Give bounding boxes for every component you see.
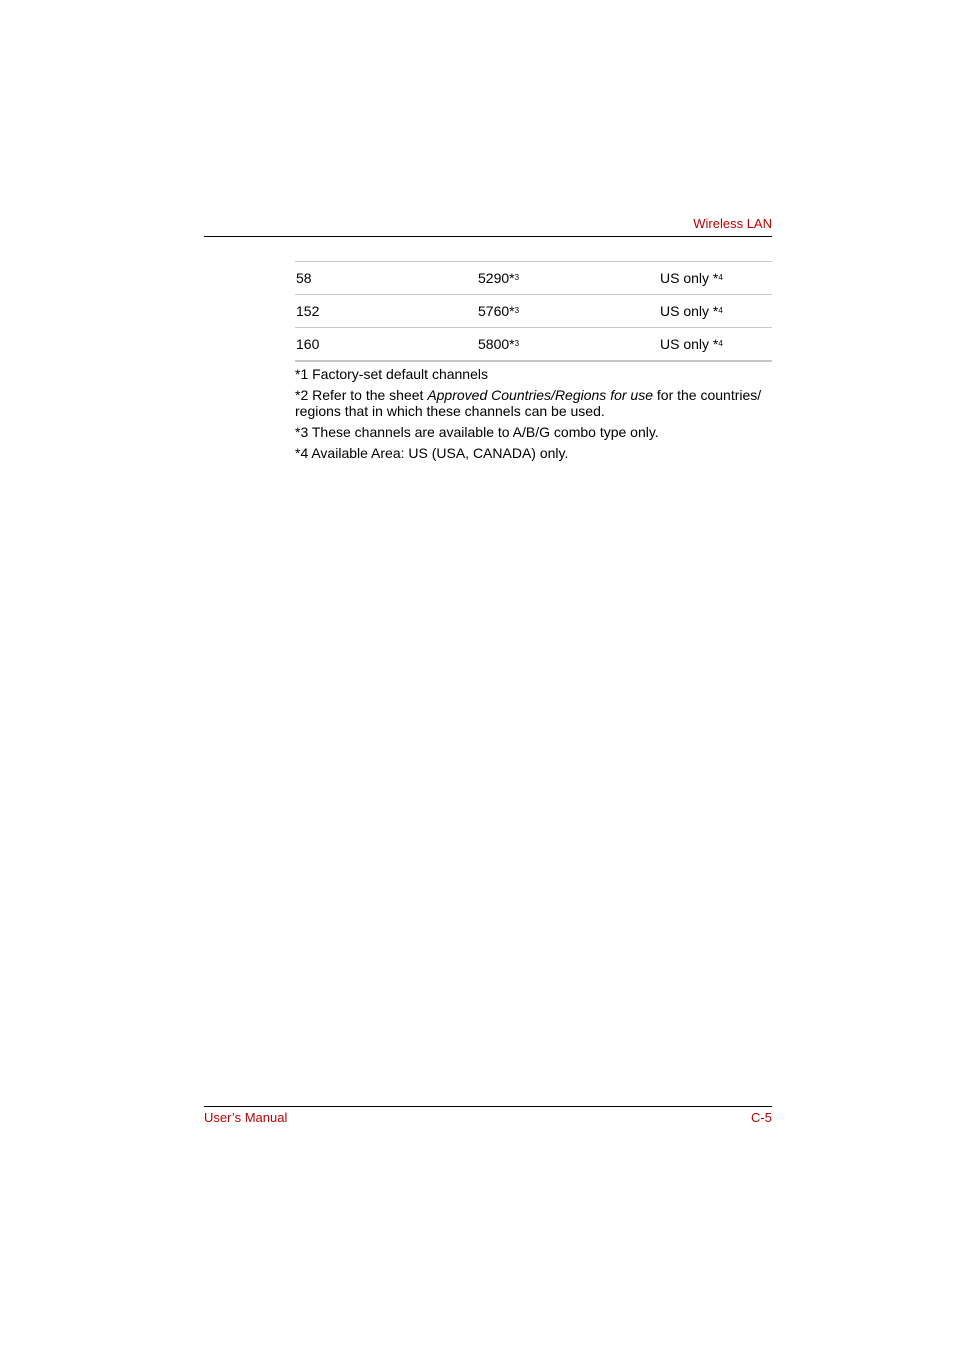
sheet-title: Approved Countries/Regions for use	[427, 387, 653, 403]
footnote-2: *2 Refer to the sheet Approved Countries/Regions for use for the countries/ regions that in which these channels can be used.	[295, 387, 762, 419]
footer-rule	[204, 1106, 772, 1107]
channel-cell: 152	[296, 303, 320, 319]
footnote-ref: 4	[718, 339, 723, 348]
footnote-ref: 3	[514, 306, 520, 315]
channel-cell: 58	[296, 270, 312, 286]
table-row	[295, 262, 772, 295]
footnote-ref: 3	[514, 339, 520, 348]
table-row	[295, 328, 772, 362]
footnote-1: *1 Factory-set default channels	[295, 366, 488, 382]
area-cell: US only *$^4$	[660, 303, 723, 319]
footnote-ref: 3	[514, 273, 520, 282]
footnote-3: *3 These channels are available to A/B/G combo type only.	[295, 424, 659, 440]
footnote-ref: 4	[718, 306, 723, 315]
channel-cell: 160	[296, 336, 320, 352]
frequency-cell: 5760*$^3$	[478, 303, 520, 319]
running-header: Wireless LAN	[693, 216, 772, 231]
frequency-cell: 5290*$^3$	[478, 270, 520, 286]
channel-table	[295, 261, 772, 362]
frequency-cell: 5800*$^3$	[478, 336, 520, 352]
footer-manual-title: User’s Manual	[204, 1110, 288, 1125]
header-rule	[204, 236, 772, 237]
area-cell: US only *$^4$	[660, 336, 723, 352]
table-row	[295, 295, 772, 328]
area-cell: US only *$^4$	[660, 270, 723, 286]
footnote-ref: 4	[718, 273, 723, 282]
footnotes	[295, 366, 775, 466]
footnote-4: *4 Available Area: US (USA, CANADA) only.	[295, 445, 569, 461]
page-number: C-5	[751, 1110, 772, 1125]
